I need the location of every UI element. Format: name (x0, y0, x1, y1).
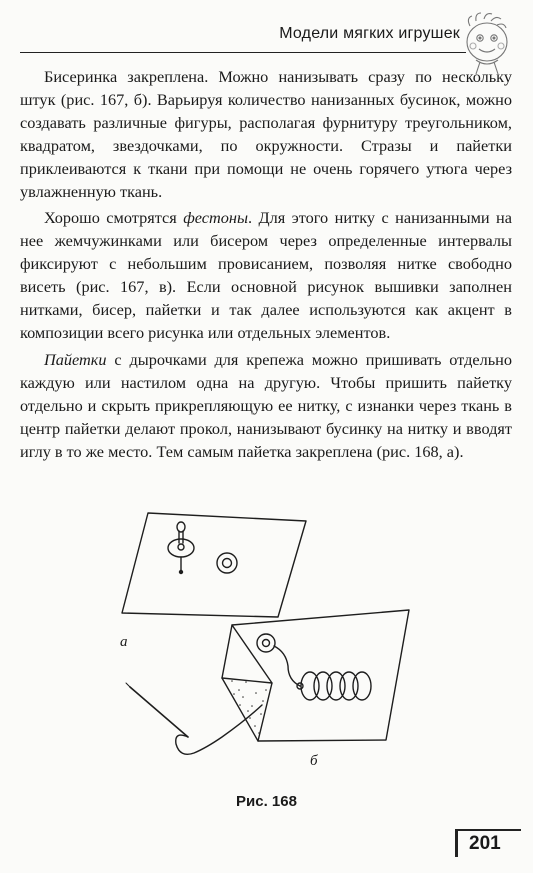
paragraph-1: Бисеринка закреплена. Можно нанизывать сразу по нескольку штук (рис. 167, б). Варьируя количество нанизанных бусинок, можно создавать различные фигуры, располагая фурнитуру треугольником, квадратом, звездочками, по окружности. Стразы и пайетки приклеиваются к ткани при помощи не очень горячего утюга через увлажненную ткань. (20, 67, 512, 201)
page-number: 201 (469, 833, 501, 854)
header-title: Модели мягких игрушек (279, 25, 460, 42)
sublabel-a: а (120, 634, 128, 650)
page-number-box (455, 823, 525, 857)
paragraph-3: Пайетки с дырочками для крепежа можно пришивать отдельно каждую или настилом одна на другую. Чтобы пришить пайетку отдельно и скрыть прикрепляющую ее нитку, с изнанки через ткань в центр пайетки делают прокол, нанизывают бусинку на нитку и вводят иглу в то же место. Тем самым пайетка закреплена (рис. 168, а). (20, 349, 512, 461)
running-header (18, 12, 518, 58)
paragraph-2: Хорошо смотрятся фестоны. Для этого нитку с нанизанными на нее жемчужинками или бисером через определенные интервалы фиксируют с небольшим провисанием, позволяя нитке свободно висеть (рис. 167, в). Если основной рисунок вышивки заполнен нитками, бисер, пайетки и так далее используются как акцент в композиции всего рисунка или отдельных элементов. (20, 208, 512, 342)
figure-168 (96, 500, 436, 790)
header-rule (20, 52, 466, 53)
term-sequins: Пайетки (44, 349, 107, 369)
sublabel-b: б (310, 753, 318, 769)
page-number-rule (455, 829, 521, 831)
term-festoons: фестоны (183, 208, 249, 228)
figure-caption: Рис. 168 (236, 793, 297, 810)
page-number-bar (455, 829, 458, 857)
body-text (20, 66, 512, 463)
sequin-illustration (96, 500, 436, 790)
